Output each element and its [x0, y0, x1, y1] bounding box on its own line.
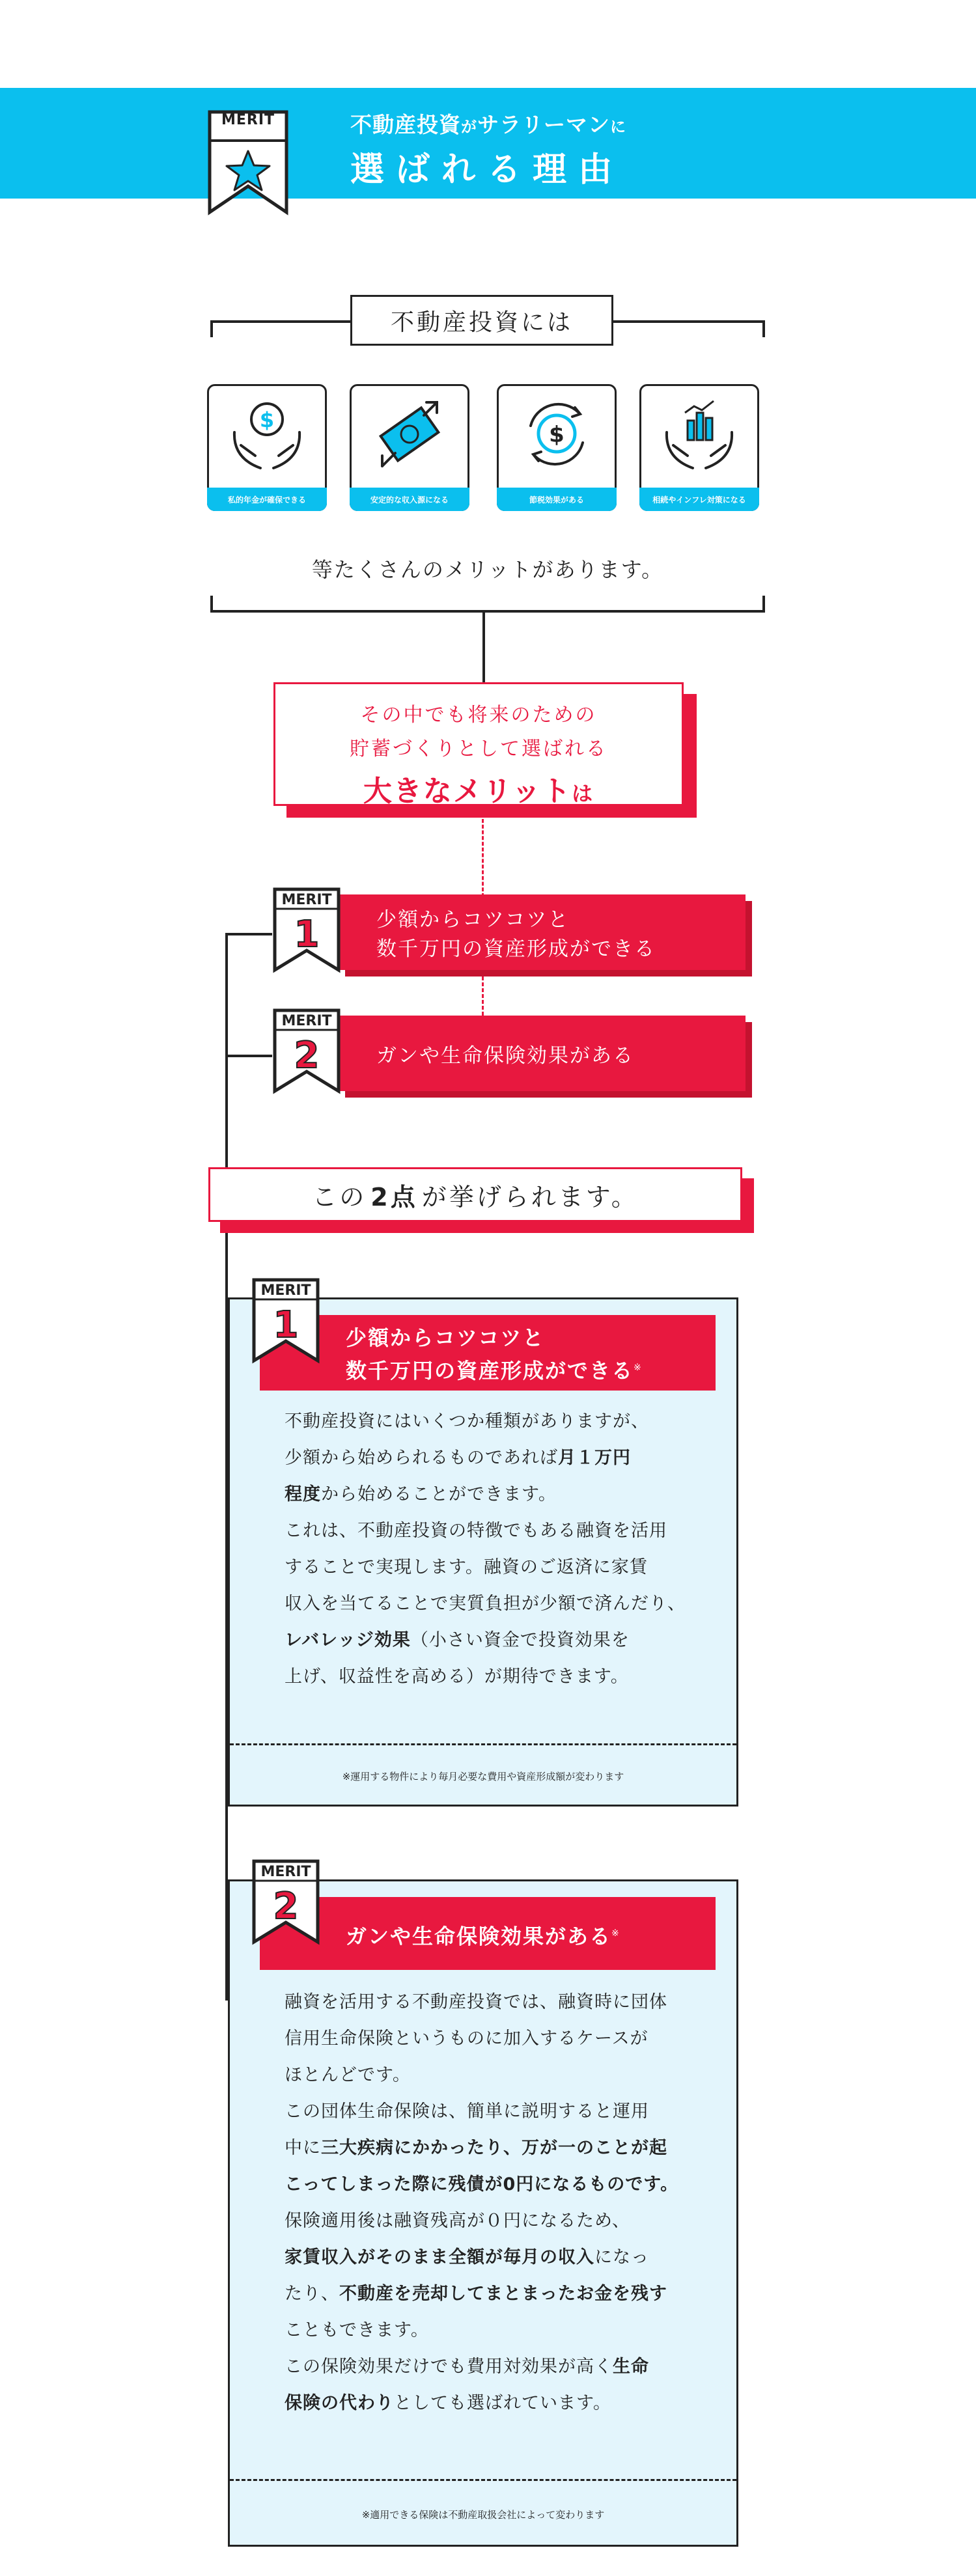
two-points-prefix: この: [312, 1182, 367, 1212]
badge-text: MERIT: [281, 1013, 332, 1029]
body-line: これは、不動産投資の特徴でもある融資を活用: [285, 1521, 667, 1541]
detail-2-note: ※適用できる保険は不動産取扱会社によって変わります: [361, 2509, 605, 2521]
merit-bar-1: [339, 894, 746, 970]
intro-note: 等たくさんのメリットがあります。: [311, 557, 664, 582]
dash-connector: [482, 819, 484, 897]
detail-1-heading: [260, 1315, 716, 1391]
body-line: 融資を活用する不動産投資では、融資時に団体: [285, 1992, 667, 2012]
badge-label: MERIT: [221, 112, 275, 128]
highlight-line1: その中でも将来のための: [360, 704, 597, 727]
tree-branch: [225, 933, 272, 935]
title-part: サラリーマン: [477, 112, 610, 137]
intro-label: 不動産投資には: [350, 295, 613, 346]
detail-1-heading-line1: 少額からコツコツと: [346, 1325, 545, 1350]
title-part: 不動産投資: [350, 112, 461, 137]
detail-1-note: ※運用する物件により毎月必要な費用や資産形成額が変わります: [342, 1771, 624, 1782]
merit-card: [497, 384, 617, 511]
body-line: 家賃収入がそのまま全額が毎月の収入になっ: [285, 2247, 649, 2267]
header-title: [350, 108, 626, 139]
svg-text:$: $: [549, 422, 565, 448]
badge-number: 1: [294, 913, 320, 956]
body-line: たり、不動産を売却してまとまったお金を残す: [285, 2284, 667, 2304]
detail-panel-2: [228, 1879, 738, 2547]
money-arrows-icon: [364, 393, 455, 478]
body-line: 少額から始められるものであれば月１万円: [285, 1448, 631, 1468]
body-line: することで実現します。融資のご返済に家賃: [285, 1557, 648, 1577]
two-points-box: [208, 1167, 742, 1222]
merit-1-badge: [272, 887, 341, 974]
highlight-line2: 貯蓄づくりとして選ばれる: [350, 738, 607, 760]
card-caption: 相続やインフレ対策になる: [639, 488, 759, 511]
title-part: が: [461, 118, 477, 136]
body-line: 保険適用後は融資残高が０円になるため、: [285, 2211, 630, 2231]
badge-number: 1: [273, 1304, 299, 1346]
two-points-suffix: が挙げられます。: [421, 1182, 639, 1212]
merit-card: [639, 384, 759, 511]
highlight-big: [275, 768, 682, 809]
body-line: レバレッジ効果（小さい資金で投資効果を: [285, 1630, 630, 1650]
detail-1-body: [285, 1404, 696, 1695]
body-line: この団体生命保険は、簡単に説明すると運用: [285, 2101, 649, 2122]
merit-bar-2: [339, 1016, 746, 1091]
hands-dollar-icon: [221, 393, 313, 478]
merit-card: [207, 384, 327, 511]
svg-text:$: $: [259, 408, 275, 432]
bracket-bottom: [210, 596, 765, 613]
hands-chart-icon: [654, 393, 745, 478]
badge-text: MERIT: [260, 1282, 311, 1299]
two-points-strong: 2点: [370, 1182, 418, 1212]
body-line: 程度から始めることができます。: [285, 1484, 557, 1504]
title-part: に: [610, 118, 626, 136]
card-caption: 安定的な収入源になる: [350, 488, 469, 511]
merit-2-badge: [272, 1008, 341, 1095]
highlight-box: [273, 682, 684, 806]
footnote-mark: ※: [634, 1363, 643, 1373]
tree-branch: [225, 1055, 272, 1057]
detail-divider: [230, 1743, 736, 1745]
highlight-big-suffix: は: [572, 781, 594, 806]
connector-line: [482, 610, 485, 684]
detail-divider: [230, 2479, 736, 2481]
detail-2-body: [285, 1984, 696, 2422]
body-line: 保険の代わりとしても選ばれています。: [285, 2393, 611, 2413]
body-line: この保険効果だけでも費用対効果が高く生命: [285, 2357, 649, 2377]
dash-connector: [482, 976, 484, 1016]
card-caption: 節税効果がある: [497, 488, 617, 511]
detail-1-badge: [251, 1277, 320, 1364]
body-line: 中に三大疾病にかかったり、万が一のことが起: [285, 2138, 667, 2158]
badge-number: 2: [294, 1034, 320, 1077]
badge-text: MERIT: [260, 1864, 311, 1880]
merit-bar-2-line1: ガンや生命保険効果がある: [376, 1044, 634, 1068]
body-line: 信用生命保険というものに加入するケースが: [285, 2029, 648, 2049]
body-line: こってしまった際に残債が0円になるものです。: [285, 2174, 679, 2195]
badge-text: MERIT: [281, 892, 332, 908]
merit-card: [350, 384, 469, 511]
merit-bar-1-line2: 数千万円の資産形成ができる: [376, 937, 656, 961]
header-subtitle: 選ばれる理由: [350, 150, 624, 189]
merit-bar-1-line1: 少額からコツコツと: [376, 908, 570, 932]
body-line: ほとんどです。: [285, 2065, 411, 2085]
footnote-mark: ※: [611, 1928, 620, 1939]
highlight-big-main: 大きなメリット: [363, 775, 572, 808]
detail-2-heading: [260, 1897, 716, 1970]
card-caption: 私的年金が確保できる: [207, 488, 327, 511]
badge-number: 2: [273, 1885, 299, 1928]
body-line: 上げ、収益性を高める）が期待できます。: [285, 1667, 629, 1687]
body-line: 不動産投資にはいくつか種類がありますが、: [285, 1411, 649, 1432]
detail-2-badge: [251, 1859, 320, 1946]
detail-1-heading-line2: 数千万円の資産形成ができる: [346, 1358, 634, 1383]
detail-2-heading-text: ガンや生命保険効果がある: [346, 1924, 612, 1949]
body-line: こともできます。: [285, 2320, 429, 2340]
body-line: 収入を当てることで実質負担が少額で済んだり、: [285, 1594, 686, 1614]
dollar-cycle-icon: [511, 393, 602, 478]
detail-panel-1: [228, 1297, 738, 1807]
